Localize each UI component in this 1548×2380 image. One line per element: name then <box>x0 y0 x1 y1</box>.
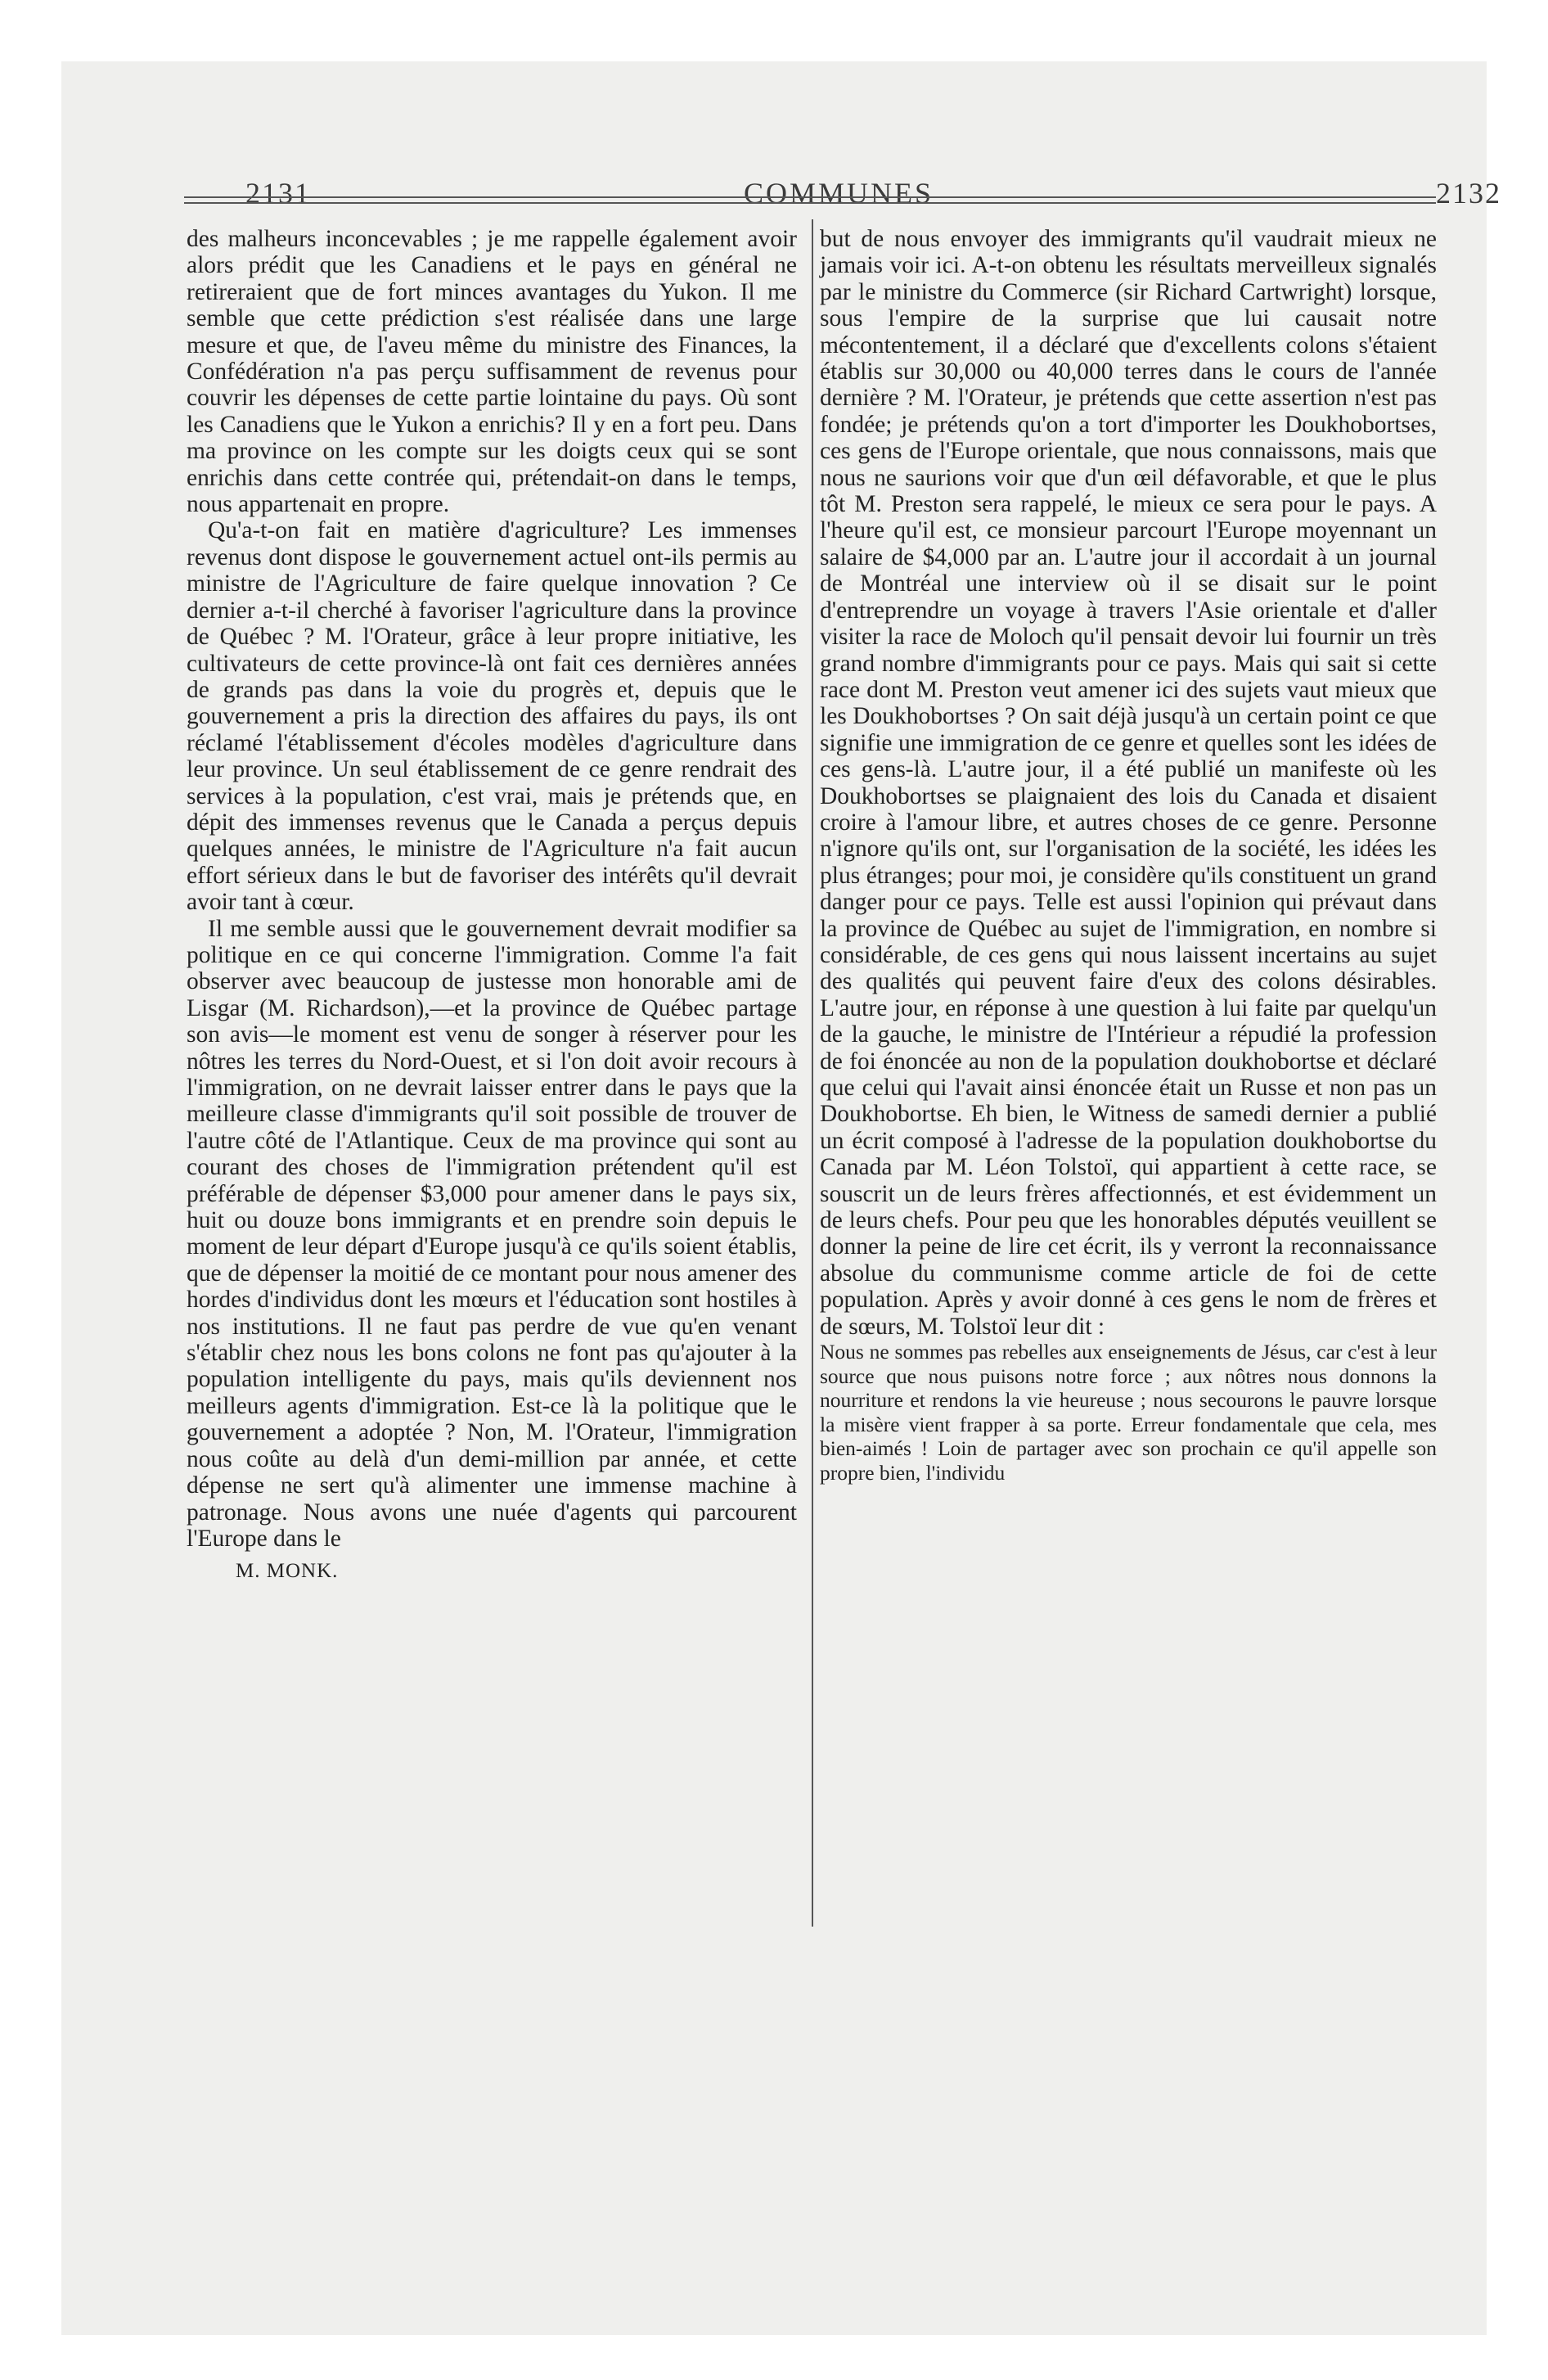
header-rule-top <box>184 196 1436 198</box>
block-quote: Nous ne sommes pas rebelles aux enseignements de Jésus, car c'est à leur source que nous puisons notre force ; aux nôtres nous donnons la nourriture et rendons la vie heureuse ; nous secourons le pauvre lorsque la misère vient frapper à sa porte. Erreur fondamentale que cela, mes bien-aimés ! Loin de partager avec son prochain ce qu'il appelle son propre bien, l'individu <box>820 1340 1437 1485</box>
paragraph: Il me semble aussi que le gouvernement devrait modifier sa politique en ce qui concerne l'immigration. Comme l'a fait observer avec beaucoup de justesse mon honorable ami de Lisgar (M. Richardson),—et la province de Québec partage son avis—le moment est venu de songer à réserver pour les nôtres les terres du Nord-Ouest, et si l'on doit avoir recours à l'immigration, on ne devrait laisser entrer dans le pays que la meilleure classe d'immigrants qu'il soit possible de trouver de l'autre côté de l'Atlantique. Ceux de ma province qui sont au courant des choses de l'immigration prétendent qu'il est préférable de dépenser $3,000 pour amener dans le pays six, huit ou douze bons immigrants et en prendre soin depuis le moment de leur départ d'Europe jusqu'à ce qu'ils soient établis, que de dépenser la moitié de ce montant pour nous amener des hordes d'individus dont les mœurs et l'éducation sont hostiles à nos institutions. Il ne faut pas perdre de vue qu'en venant s'établir chez nous les bons colons ne font pas qu'ajouter à la population intelligente du pays, mais qu'ils deviennent nos meilleurs agents d'immigration. Est-ce là la politique que le gouvernement a adoptée ? Non, M. l'Orateur, l'immigration nous coûte au delà d'un demi-million par année, et cette dépense ne sert qu'à alimenter une immense machine à patronage. Nous avons une nuée d'agents qui parcourent l'Europe dans le <box>187 915 797 1552</box>
paragraph: Qu'a-t-on fait en matière d'agriculture? Les immenses revenus dont dispose le gouvernement actuel ont-ils permis au ministre de l'Agriculture de faire quelque innovation ? Ce dernier a-t-il cherché à favoriser l'agriculture dans la province de Québec ? M. l'Orateur, grâce à leur propre initiative, les cultivateurs de cette province-là ont fait ces dernières années de grands pas dans la voie du progrès et, depuis que le gouvernement a pris la direction des affaires du pays, ils ont réclamé l'établissement d'écoles modèles d'agriculture dans leur province. Un seul établissement de ce genre rendrait des services à la population, c'est vrai, mais je prétends que, en dépit des immenses revenus que le Canada a perçus depuis quelques années, le ministre de l'Agriculture n'a fait aucun effort sérieux dans le but de favoriser des intérêts qu'il devrait avoir tant à cœur. <box>187 517 797 916</box>
page-number-left: 2131 <box>245 177 311 210</box>
right-column <box>820 226 1437 1485</box>
page-number-right: 2132 <box>1436 177 1501 210</box>
column-divider <box>812 219 813 1927</box>
speaker-name: M. MONK. <box>236 1560 339 1583</box>
header-rule-bottom <box>184 202 1436 204</box>
running-title: COMMUNES <box>743 177 934 210</box>
left-column <box>187 226 797 1585</box>
paragraph: des malheurs inconcevables ; je me rappelle également avoir alors prédit que les Canadiens et le pays en général ne retireraient que de fort minces avantages du Yukon. Il me semble que cette prédiction s'est réalisée dans une large mesure et que, de l'aveu même du ministre des Finances, la Confédération n'a pas perçu suffisamment de revenus pour couvrir les dépenses de cette partie lointaine du pays. Où sont les Canadiens que le Yukon a enrichis? Il y en a fort peu. Dans ma province on les compte sur les doigts ceux qui se sont enrichis dans cette contrée qui, prétendait-on dans le temps, nous appartenait en propre. <box>187 226 797 518</box>
paragraph: but de nous envoyer des immigrants qu'il vaudrait mieux ne jamais voir ici. A-t-on obtenu les résultats merveilleux signalés par le ministre du Commerce (sir Richard Cartwright) lorsque, sous l'empire de la surprise que lui causait notre mécontentement, il a déclaré que d'excellents colons s'étaient établis sur 30,000 ou 40,000 terres dans le cours de l'année dernière ? M. l'Orateur, je prétends que cette assertion n'est pas fondée; je prétends qu'on a tort d'importer les Doukhobortses, ces gens de l'Europe orientale, que nous connaissons, mais que nous ne saurions voir que d'un œil défavorable, et que le plus tôt M. Preston sera rappelé, le mieux ce sera pour le pays. A l'heure qu'il est, ce monsieur parcourt l'Europe moyennant un salaire de $4,000 par an. L'autre jour il accordait à un journal de Montréal une interview où il se disait sur le point d'entreprendre un voyage à travers l'Asie orientale et d'aller visiter la race de Moloch qu'il pensait devoir lui fournir un très grand nombre d'immigrants pour ce pays. Mais qui sait si cette race dont M. Preston veut amener ici des sujets vaut mieux que les Doukhobortses ? On sait déjà jusqu'à un certain point ce que signifie une immigration de ce genre et quelles sont les idées de ces gens-là. L'autre jour, il a été publié un manifeste où les Doukhobortses se plaignaient des lois du Canada et disaient croire à l'amour libre, et autres choses de ce genre. Personne n'ignore qu'ils ont, sur l'organisation de la société, les idées les plus étranges; pour moi, je considère qu'ils constituent un grand danger pour ce pays. Telle est aussi l'opinion qui prévaut dans la province de Québec au sujet de l'immigration, en nombre si considérable, de ces gens qui nous laissent incertains au sujet des qualités qui peuvent faire d'eux des colons désirables. L'autre jour, en réponse à une question à lui faite par quelqu'un de la gauche, le ministre de l'Intérieur a répudié la profession de foi énoncée au non de la population doukhobortse et déclaré que celui qui l'avait ainsi énoncée était un Russe et non pas un Doukhobortse. Eh bien, le Witness de samedi dernier a publié un écrit composé à l'adresse de la population doukhobortse du Canada par M. Léon Tolstoï, qui appartient à cette race, se souscrit un de leurs frères affectionnés, et est évidemment un de leurs chefs. Pour peu que les honorables députés veuillent se donner la peine de lire cet écrit, ils y verront la reconnaissance absolue du communisme comme article de foi de cette population. Après y avoir donné à ces gens le nom de frères et de sœurs, M. Tolstoï leur dit : <box>820 226 1437 1340</box>
